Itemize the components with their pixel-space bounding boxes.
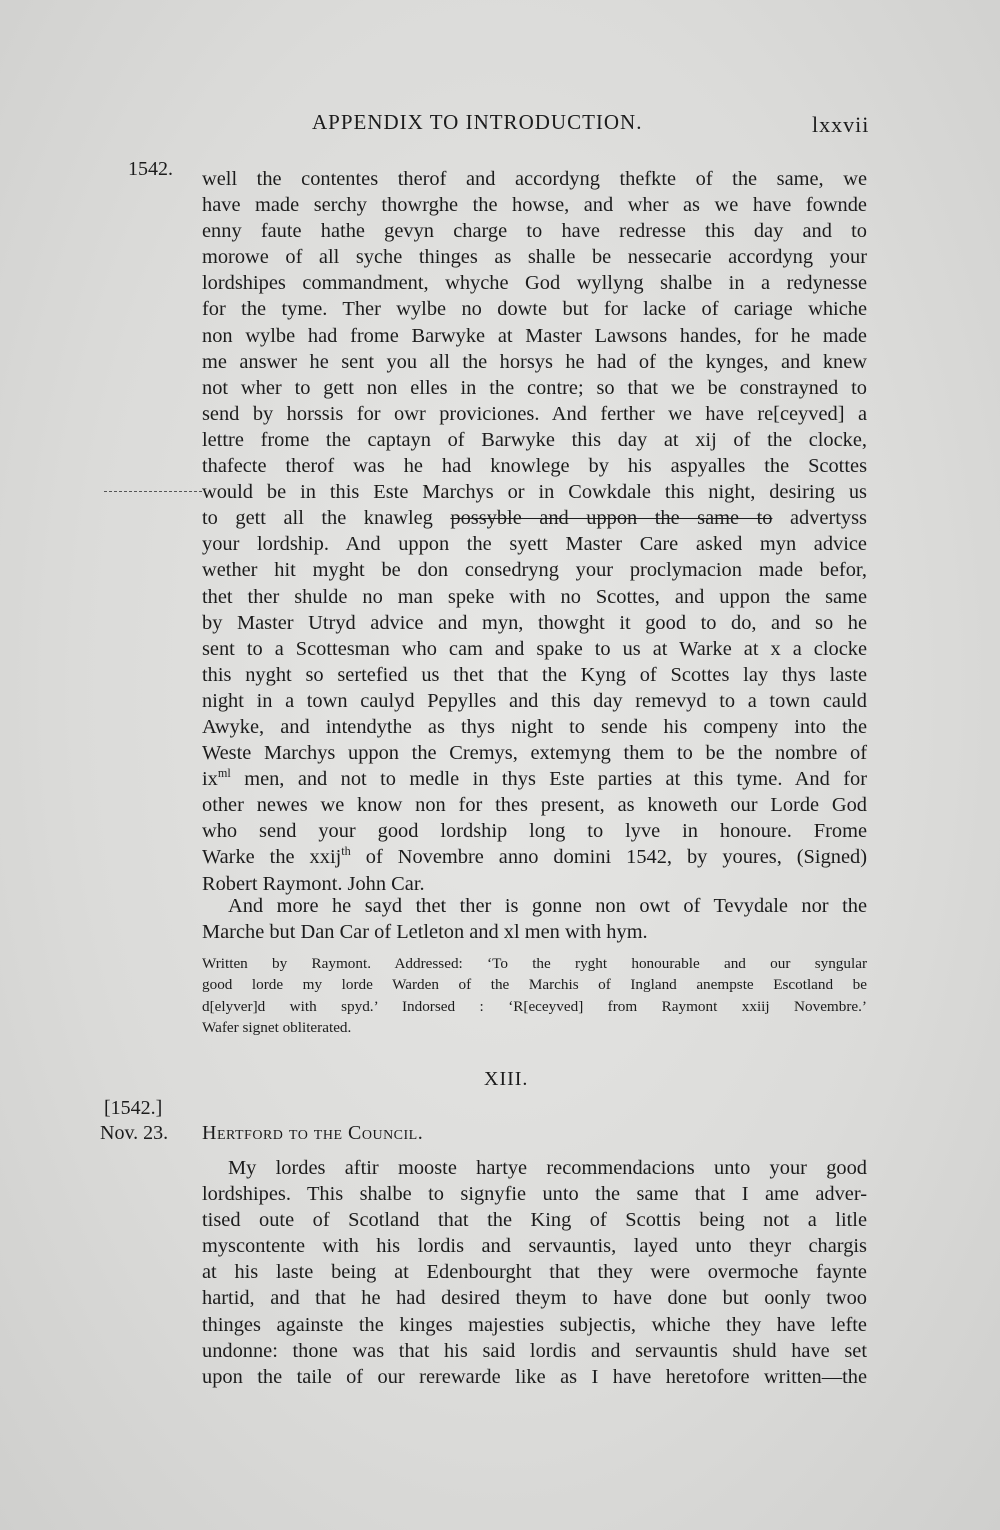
running-head: APPENDIX TO INTRODUCTION. — [312, 110, 643, 134]
margin-dash-rule — [104, 491, 202, 492]
section-title: Hertford to the Council. — [202, 1122, 424, 1144]
postscript — [202, 893, 867, 945]
text-line: morowe of all syche thinges as shalle be nessecarie accordyng your — [202, 246, 867, 269]
struck-text: possyble and uppon the same to — [450, 507, 773, 530]
text-line: have made serchy thowrghe the howse, and wher as we have fownde — [202, 194, 867, 217]
text-line: non wylbe had frome Barwyke at Master Lawsons handes, for he made — [202, 324, 867, 347]
text-line: hartid, and that he had desired theym to have done but oonly twoo — [202, 1287, 867, 1310]
text-line — [202, 766, 867, 792]
text-segment: of Novembre anno domini 1542, by youres, (Signed) — [350, 846, 867, 869]
text-line: not wher to gett non elles in the contre; so that we be constrayned to — [202, 376, 867, 399]
letter-two-body — [202, 1155, 867, 1390]
text-line: undonne: thone was that his said lordis and servauntis shuld have set — [202, 1339, 867, 1362]
text-line: who send your good lordship long to lyve in honoure. Frome — [202, 820, 867, 843]
letter-one-body — [202, 166, 867, 897]
text-line: myscontente with his lordis and servauntis, layed unto theyr chargis — [202, 1235, 867, 1258]
text-line: sent to a Scottesman who cam and spake to us at Warke at x a clocke — [202, 637, 867, 660]
text-segment: men, and not to medle in thys Este parties at this tyme. And for — [230, 768, 867, 791]
text-line: upon the taile of our rerewarde like as I have heretofore written—the — [202, 1365, 867, 1388]
text-line: night in a town caulyd Pepylles and this day remevyd to a town cauld — [202, 689, 867, 712]
note-line: d[elyver]d with spyd.’ Indorsed : ‘R[eceyved] from Raymont xxiij Novembre.’ — [202, 997, 867, 1015]
text-line: tised oute of Scotland that the King of Scottis being not a litle — [202, 1209, 867, 1232]
text-line: would be in this Este Marchys or in Cowkdale this night, desiring us — [202, 481, 867, 504]
text-line: me answer he sent you all the horsys he had of the kynges, and knew — [202, 350, 867, 373]
text-line: lettre frome the captayn of Barwyke this day at xij of the clocke, — [202, 428, 867, 451]
text-segment: Warke the xxij — [202, 846, 342, 869]
text-line — [202, 844, 867, 870]
text-line: wether hit myght be don consedryng your proclymacion made befor, — [202, 559, 867, 582]
text-line: And more he sayd thet ther is gonne non owt of Tevydale nor the — [228, 895, 867, 917]
text-line: My lordes aftir mooste hartye recommendacions unto your good — [228, 1157, 867, 1179]
signature-line: Robert Raymont. John Car. — [202, 872, 425, 895]
text-line: Weste Marchys uppon the Cremys, extemyng them to be the nombre of — [202, 742, 867, 765]
text-line: this nyght so sertefied us thet that the Kyng of Scottes lay thys laste — [202, 663, 867, 686]
text-line: Awyke, and intendythe as thys night to sende his compeny into the — [202, 715, 867, 738]
superscript: th — [341, 844, 351, 859]
note-line: Written by Raymont. Addressed: ‘To the ryght honourable and our syngular — [202, 955, 867, 972]
text-line-with-strikethrough — [202, 505, 867, 531]
text-line: thafecte therof was he had knowlege by his aspyalles the Scottes — [202, 455, 867, 478]
text-segment: ix — [202, 768, 218, 791]
text-line: Marche but Dan Car of Letleton and xl men with hym. — [202, 921, 648, 944]
text-line: your lordship. And uppon the syett Master Care asked myn advice — [202, 533, 867, 556]
text-line: lordshipes commandment, whyche God wyllyng shalbe in a redynesse — [202, 272, 867, 295]
section-number: XIII. — [484, 1068, 529, 1090]
text-line: thet ther shulde no man speke with no Scottes, and uppon the same — [202, 585, 867, 608]
text-segment: to gett all the knawleg — [202, 507, 451, 530]
text-line: enny faute hathe gevyn charge to have redresse this day and to — [202, 220, 867, 243]
text-line: lordshipes. This shalbe to signyfie unto the same that I ame adver- — [202, 1183, 867, 1206]
page-number: lxxvii — [812, 112, 870, 137]
margin-date-year: [1542.] — [104, 1097, 163, 1119]
text-line: other newes we know non for thes present, as knoweth our Lorde God — [202, 794, 867, 817]
text-line: by Master Utryd advice and myn, thowght it good to do, and so he — [202, 611, 867, 634]
text-segment: advertyss — [772, 507, 867, 530]
margin-date-day: Nov. 23. — [100, 1122, 169, 1144]
text-line: well the contentes therof and accordyng thefkte of the same, we — [202, 168, 867, 190]
note-line: good lorde my lorde Warden of the Marchis of Ingland anempste Escotland be — [202, 976, 867, 994]
text-line: for the tyme. Ther wylbe no dowte but for lacke of cariage whiche — [202, 298, 867, 321]
note-line: Wafer signet obliterated. — [202, 1018, 352, 1036]
text-line: send by horssis for owr proviciones. And ferther we have re[ceyved] a — [202, 402, 867, 425]
text-line: thinges againste the kinges majesties subjectis, whiche they have lefte — [202, 1313, 867, 1336]
superscript: ml — [217, 766, 231, 781]
editorial-note — [202, 953, 867, 1038]
text-line: at his laste being at Edenbourght that they were overmoche faynte — [202, 1261, 867, 1284]
margin-year: 1542. — [128, 158, 173, 180]
